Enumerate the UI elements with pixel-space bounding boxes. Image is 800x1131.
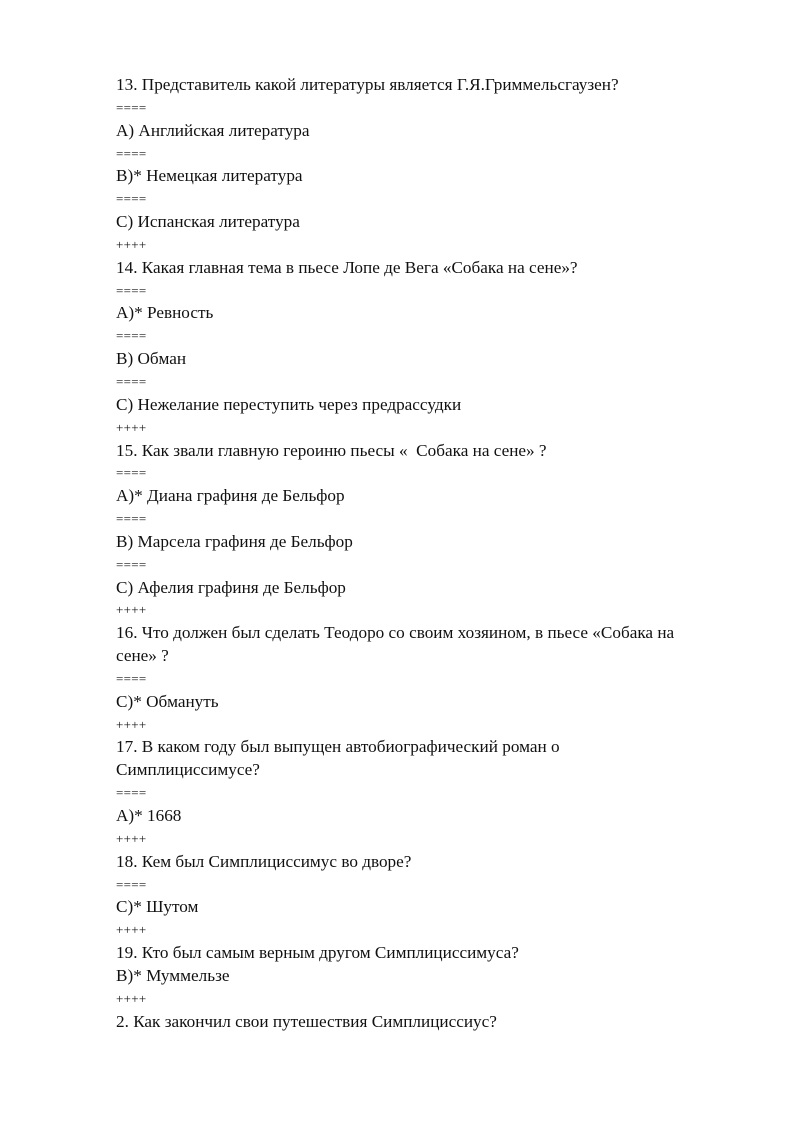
text-line: сене» ?: [116, 646, 169, 666]
text-line: 14. Какая главная тема в пьесе Лопе де Вега «Собака на сене»?: [116, 257, 578, 277]
separator-line: ++++: [116, 419, 147, 435]
text-line: B) Обман: [116, 349, 187, 369]
text-line: A) Английская литература: [116, 120, 310, 140]
text-line: 17. В каком году был выпущен автобиографический роман о: [116, 737, 560, 757]
text-line: C) Нежелание переступить через предрассудки: [116, 394, 462, 414]
separator-line: ====: [116, 99, 147, 115]
separator-line: ++++: [116, 236, 147, 252]
separator-line: ====: [116, 145, 147, 161]
text-line: 19. Кто был самым верным другом Симплициссимуса?: [116, 943, 519, 963]
separator-line: ====: [116, 191, 147, 207]
text-line: 2. Как закончил свои путешествия Симплициссиус?: [116, 1011, 497, 1031]
separator-line: ====: [116, 282, 147, 298]
text-line: B)* Немецкая литература: [116, 166, 303, 186]
text-line: C)* Обмануть: [116, 691, 219, 711]
separator-line: ====: [116, 785, 147, 801]
text-line: C) Афелия графиня де Бельфор: [116, 577, 346, 597]
text-line: Симплициссимусе?: [116, 760, 260, 780]
separator-line: ====: [116, 876, 147, 892]
separator-line: ====: [116, 556, 147, 572]
quiz-text-body: [116, 74, 736, 1033]
text-line: 15. Как звали главную героиню пьесы « Собака на сене» ?: [116, 440, 547, 460]
separator-line: ++++: [116, 922, 147, 938]
text-line: B) Марсела графиня де Бельфор: [116, 531, 353, 551]
separator-line: ====: [116, 670, 147, 686]
separator-line: ++++: [116, 602, 147, 618]
text-line: 13. Представитель какой литературы является Г.Я.Гриммельсгаузен?: [116, 75, 619, 94]
text-line: B)* Муммельзе: [116, 965, 230, 985]
separator-line: ++++: [116, 830, 147, 846]
text-line: C)* Шутом: [116, 897, 199, 917]
separator-line: ====: [116, 465, 147, 481]
separator-line: ====: [116, 511, 147, 527]
text-line: 16. Что должен был сделать Теодоро со своим хозяином, в пьесе «Собака на: [116, 623, 675, 643]
text-line: C) Испанская литература: [116, 212, 300, 232]
text-line: A)* Ревность: [116, 303, 214, 323]
separator-line: ====: [116, 328, 147, 344]
separator-line: ====: [116, 373, 147, 389]
text-line: A)* 1668: [116, 806, 182, 825]
text-line: A)* Диана графиня де Бельфор: [116, 486, 345, 506]
separator-line: ++++: [116, 990, 147, 1006]
separator-line: ++++: [116, 716, 147, 732]
text-line: 18. Кем был Симплициссимус во дворе?: [116, 851, 412, 871]
